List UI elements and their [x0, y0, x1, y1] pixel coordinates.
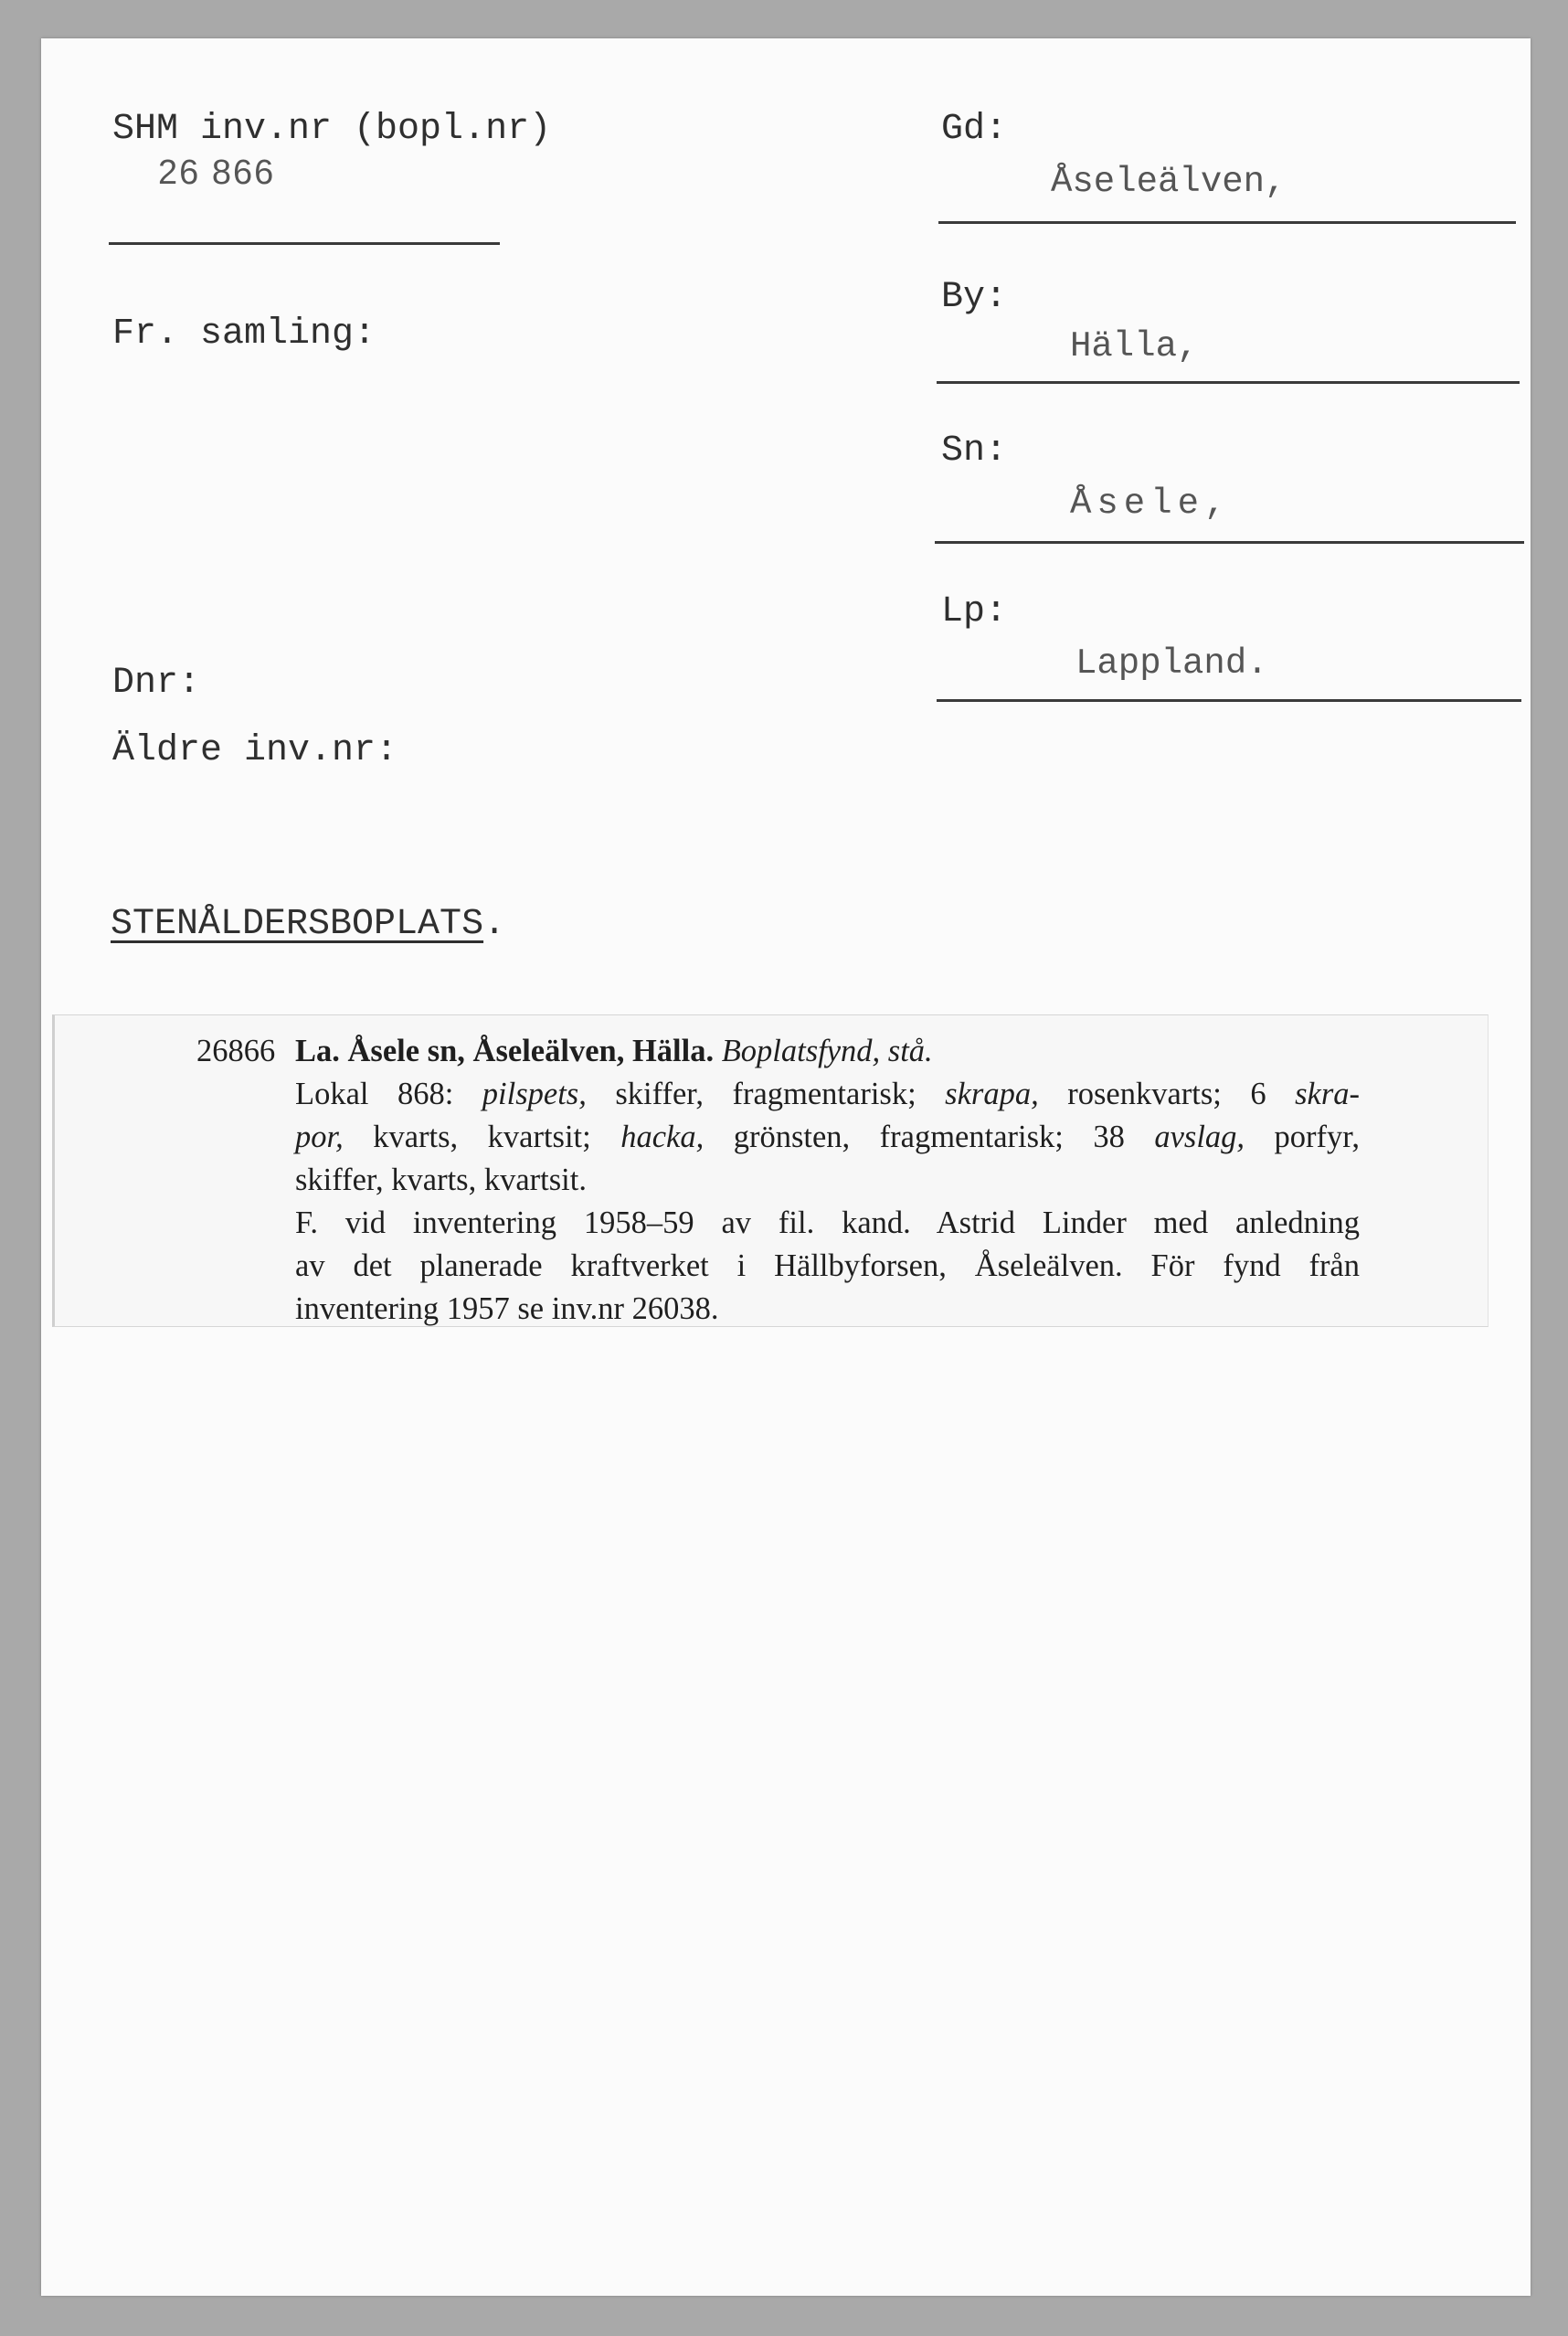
by-label: By: — [941, 277, 1008, 318]
lp-underline — [937, 699, 1521, 702]
l3-italic-avslag: avslag, — [1154, 1120, 1245, 1154]
l3-text-d: grönsten, fragmentarisk; 38 — [704, 1120, 1155, 1154]
lp-value: Lappland. — [1075, 643, 1268, 684]
gd-underline — [938, 221, 1516, 224]
category-title — [111, 904, 506, 945]
l3-italic-hacka: hacka, — [620, 1120, 705, 1154]
sn-value: Åsele, — [1070, 483, 1232, 524]
clipping-line-2 — [295, 1073, 1360, 1116]
category-text: STENÅLDERSBOPLATS — [111, 904, 484, 945]
category-period: . — [483, 904, 506, 945]
clipping-number: 26866 — [196, 1034, 276, 1068]
clipping-line-5: F. vid inventering 1958–59 av fil. kand. Astrid Linder med anledning — [295, 1205, 1360, 1240]
clipping-body — [295, 1030, 1360, 1331]
clipping-heading: La. Åsele sn, Åseleälven, Hälla. — [295, 1034, 715, 1068]
l2-text-a: Lokal 868: — [295, 1077, 482, 1111]
l2-italic-pilspets: pilspets, — [482, 1077, 587, 1111]
sn-underline — [935, 541, 1524, 544]
by-value: Hälla, — [1070, 326, 1199, 366]
clipping-line-6: av det planerade kraftverket i Hällbyforsen, Åseleälven. För fynd från — [295, 1248, 1360, 1283]
clipping-line-3 — [295, 1116, 1360, 1159]
gd-label: Gd: — [941, 109, 1008, 150]
catalog-card — [41, 38, 1531, 2296]
inv-value: 26 866 — [158, 154, 276, 192]
l3-italic-por: por, — [295, 1120, 344, 1154]
clipping-heading-italic: Boplatsfynd, stå. — [721, 1034, 933, 1068]
clipping-heading-line — [295, 1030, 1360, 1073]
aldre-inv-label: Äldre inv.nr: — [112, 730, 398, 771]
by-underline — [937, 381, 1520, 384]
inv-underline — [109, 242, 500, 245]
l2-text-c: skiffer, fragmentarisk; — [586, 1077, 946, 1111]
l3-text-b: kvarts, kvartsit; — [343, 1120, 621, 1154]
inv-label: SHM inv.nr (bopl.nr) — [112, 109, 552, 150]
l3-text-f: porfyr, — [1245, 1120, 1361, 1154]
fr-samling-label: Fr. samling: — [112, 313, 376, 355]
l2-text-e: rosenkvarts; 6 — [1038, 1077, 1296, 1111]
l2-italic-skra: skra- — [1295, 1077, 1360, 1111]
l2-italic-skrapa: skrapa, — [945, 1077, 1039, 1111]
lp-label: Lp: — [941, 591, 1008, 632]
gd-value: Åseleälven, — [1051, 162, 1287, 202]
dnr-label: Dnr: — [112, 663, 201, 704]
clipping-line-4: skiffer, kvarts, kvartsit. — [295, 1163, 587, 1197]
clipping-line-7: inventering 1957 se inv.nr 26038. — [295, 1291, 719, 1326]
sn-label: Sn: — [941, 430, 1008, 472]
